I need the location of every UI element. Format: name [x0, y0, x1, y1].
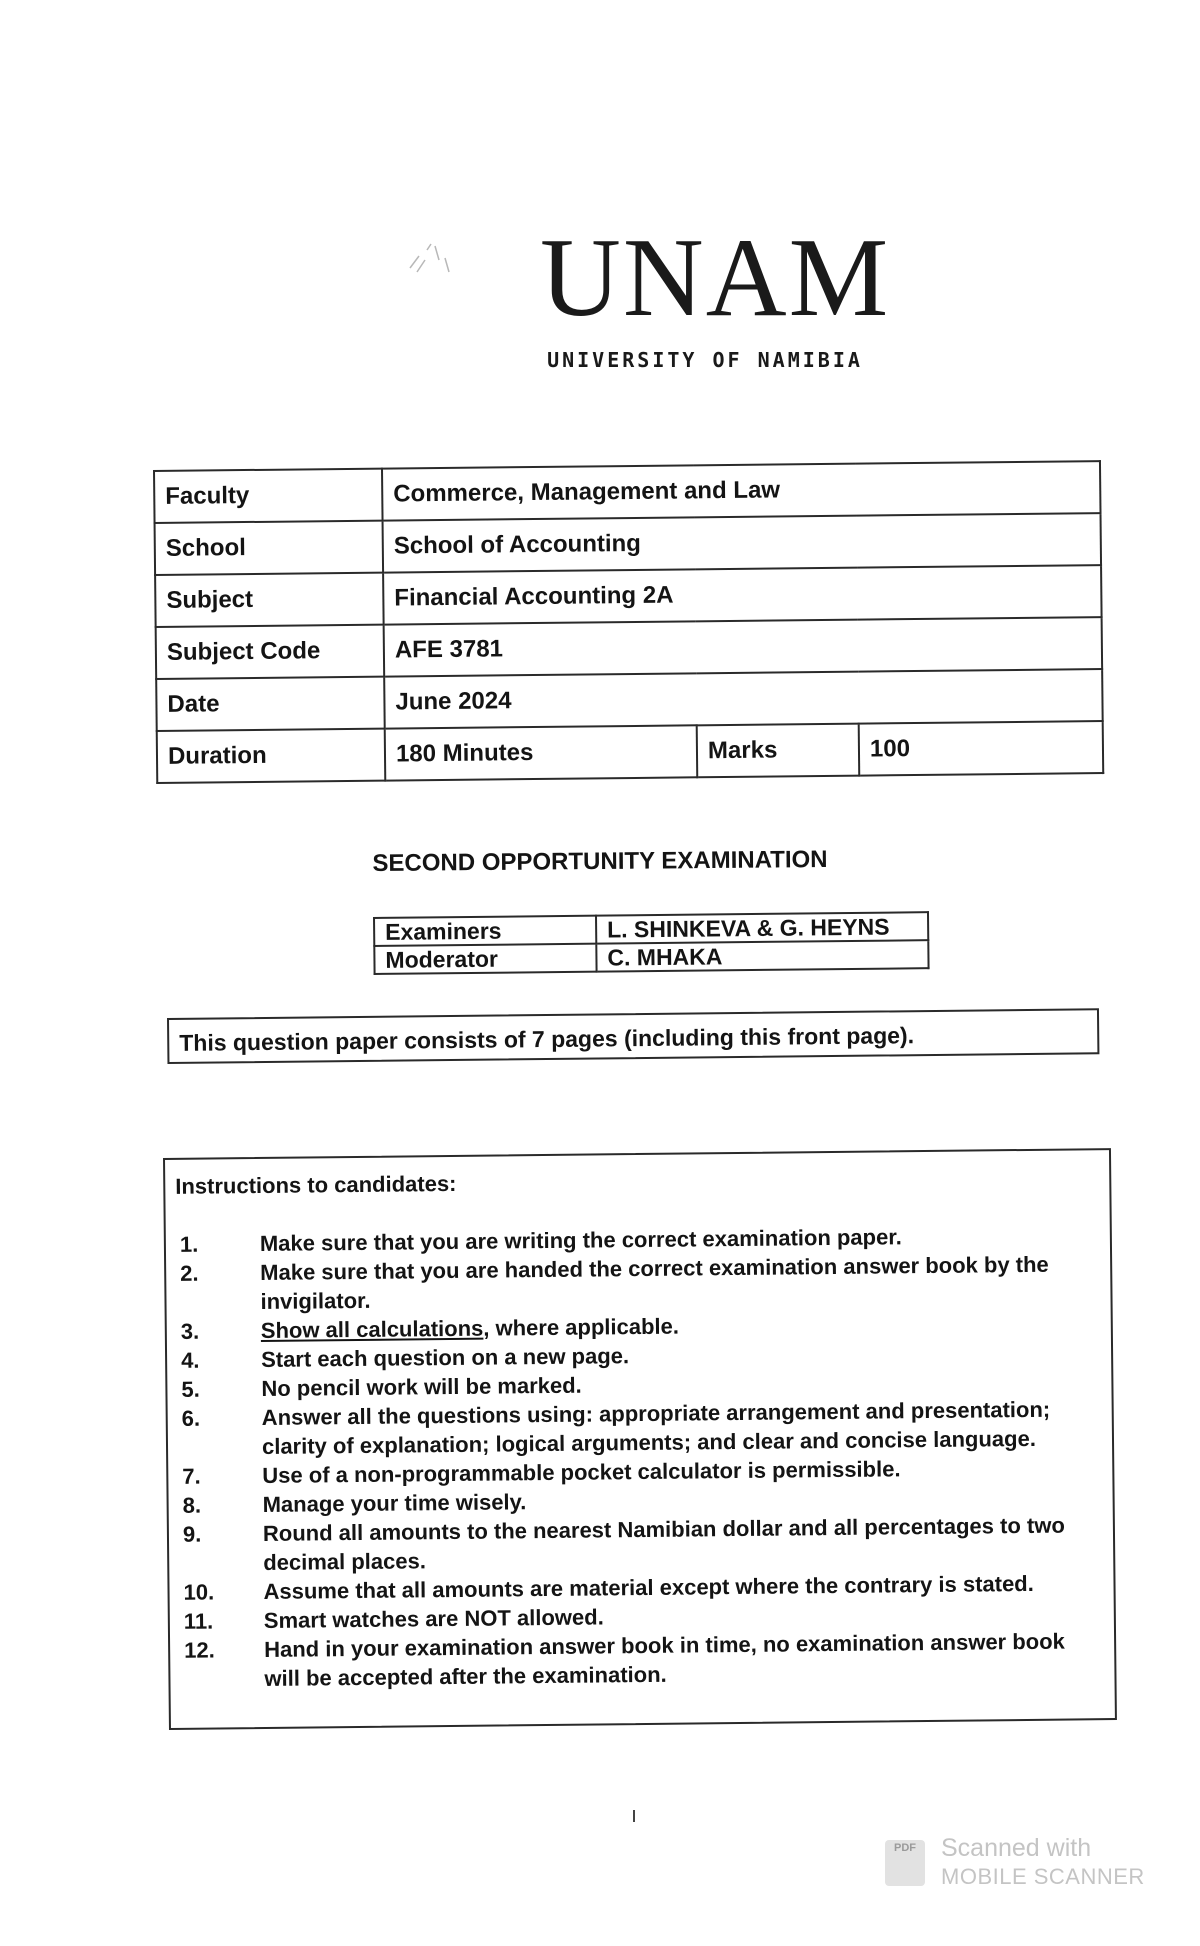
scan-mark	[633, 1810, 635, 1822]
list-item	[169, 1510, 1114, 1578]
list-item	[170, 1626, 1115, 1694]
faculty-value: Commerce, Management and Law	[382, 461, 1101, 521]
page-count-note: This question paper consists of 7 pages (including this front page).	[167, 1008, 1099, 1064]
item-text: Hand in your examination answer book in time, no examination answer book will be accepted after the examination.	[264, 1628, 1065, 1691]
scan-speck-marks	[405, 238, 465, 288]
duration-value: 180 Minutes	[385, 725, 698, 780]
item-text: No pencil work will be marked.	[261, 1372, 582, 1401]
list-item	[166, 1249, 1111, 1317]
item-number: 3.	[180, 1318, 200, 1344]
date-value: June 2024	[384, 669, 1103, 729]
subject-label: Subject	[155, 573, 384, 627]
school-value: School of Accounting	[383, 513, 1102, 573]
instructions-title: Instructions to candidates:	[175, 1170, 457, 1199]
pdf-file-icon: PDF	[885, 1840, 925, 1886]
watermark-line-1: Scanned with	[941, 1834, 1092, 1862]
item-text-rest: , where applicable.	[483, 1313, 680, 1341]
item-text: Manage your time wisely.	[262, 1489, 527, 1517]
item-number: 10.	[183, 1579, 215, 1605]
item-text-underlined: Show all calculations	[260, 1315, 484, 1343]
item-text: Smart watches are NOT allowed.	[263, 1604, 604, 1633]
item-number: 4.	[180, 1347, 200, 1373]
exam-heading: SECOND OPPORTUNITY EXAMINATION	[372, 846, 828, 877]
marks-label: Marks	[697, 724, 860, 778]
subject-code-value: AFE 3781	[384, 617, 1103, 677]
instructions-box	[163, 1148, 1117, 1730]
watermark-line-2: MOBILE SCANNER	[941, 1864, 1145, 1889]
item-number: 6.	[181, 1405, 201, 1431]
moderator-value: C. MHAKA	[596, 940, 928, 971]
table-row	[157, 721, 1103, 783]
instructions-list	[166, 1220, 1115, 1694]
subject-code-label: Subject Code	[156, 625, 385, 679]
course-info-table	[153, 460, 1104, 784]
item-number: 12.	[184, 1637, 215, 1663]
examiners-label: Examiners	[374, 916, 596, 946]
item-text: Round all amounts to the nearest Namibian dollar and all percentages to two decimal places.	[262, 1512, 1065, 1575]
item-text: Make sure that you are writing the correct examination paper.	[259, 1224, 902, 1256]
duration-label: Duration	[157, 729, 386, 783]
moderator-label: Moderator	[374, 944, 596, 974]
table-row	[374, 940, 928, 974]
item-text: Use of a non-programmable pocket calculator is permissible.	[262, 1456, 901, 1488]
marks-value: 100	[859, 721, 1104, 776]
logo-wordmark: UNAM	[540, 216, 891, 340]
item-text: Start each question on a new page.	[260, 1343, 630, 1372]
item-number: 7.	[182, 1463, 201, 1489]
item-number: 9.	[182, 1521, 202, 1547]
date-label: Date	[156, 677, 385, 731]
examiners-value: L. SHINKEVA & G. HEYNS	[596, 912, 928, 943]
list-item	[168, 1394, 1113, 1462]
item-number: 11.	[183, 1608, 214, 1634]
scanner-watermark	[885, 1830, 1145, 1890]
subject-value: Financial Accounting 2A	[383, 565, 1102, 625]
item-text: Make sure that you are handed the correct examination answer book by the invigilator.	[260, 1251, 1049, 1314]
item-text: Assume that all amounts are material except where the contrary is stated.	[263, 1570, 1034, 1604]
faculty-label: Faculty	[154, 469, 383, 523]
examiners-table	[373, 911, 930, 975]
item-number: 5.	[181, 1376, 200, 1402]
logo-subtitle: UNIVERSITY OF NAMIBIA	[547, 348, 863, 372]
item-number: 2.	[180, 1260, 199, 1286]
university-logo	[540, 216, 891, 372]
school-label: School	[155, 521, 384, 575]
item-number: 1.	[179, 1231, 199, 1257]
item-text: Answer all the questions using: appropriate arrangement and presentation; clarity of explanation; logical arguments; and clear and concise language.	[261, 1396, 1051, 1459]
item-number: 8.	[182, 1492, 202, 1518]
